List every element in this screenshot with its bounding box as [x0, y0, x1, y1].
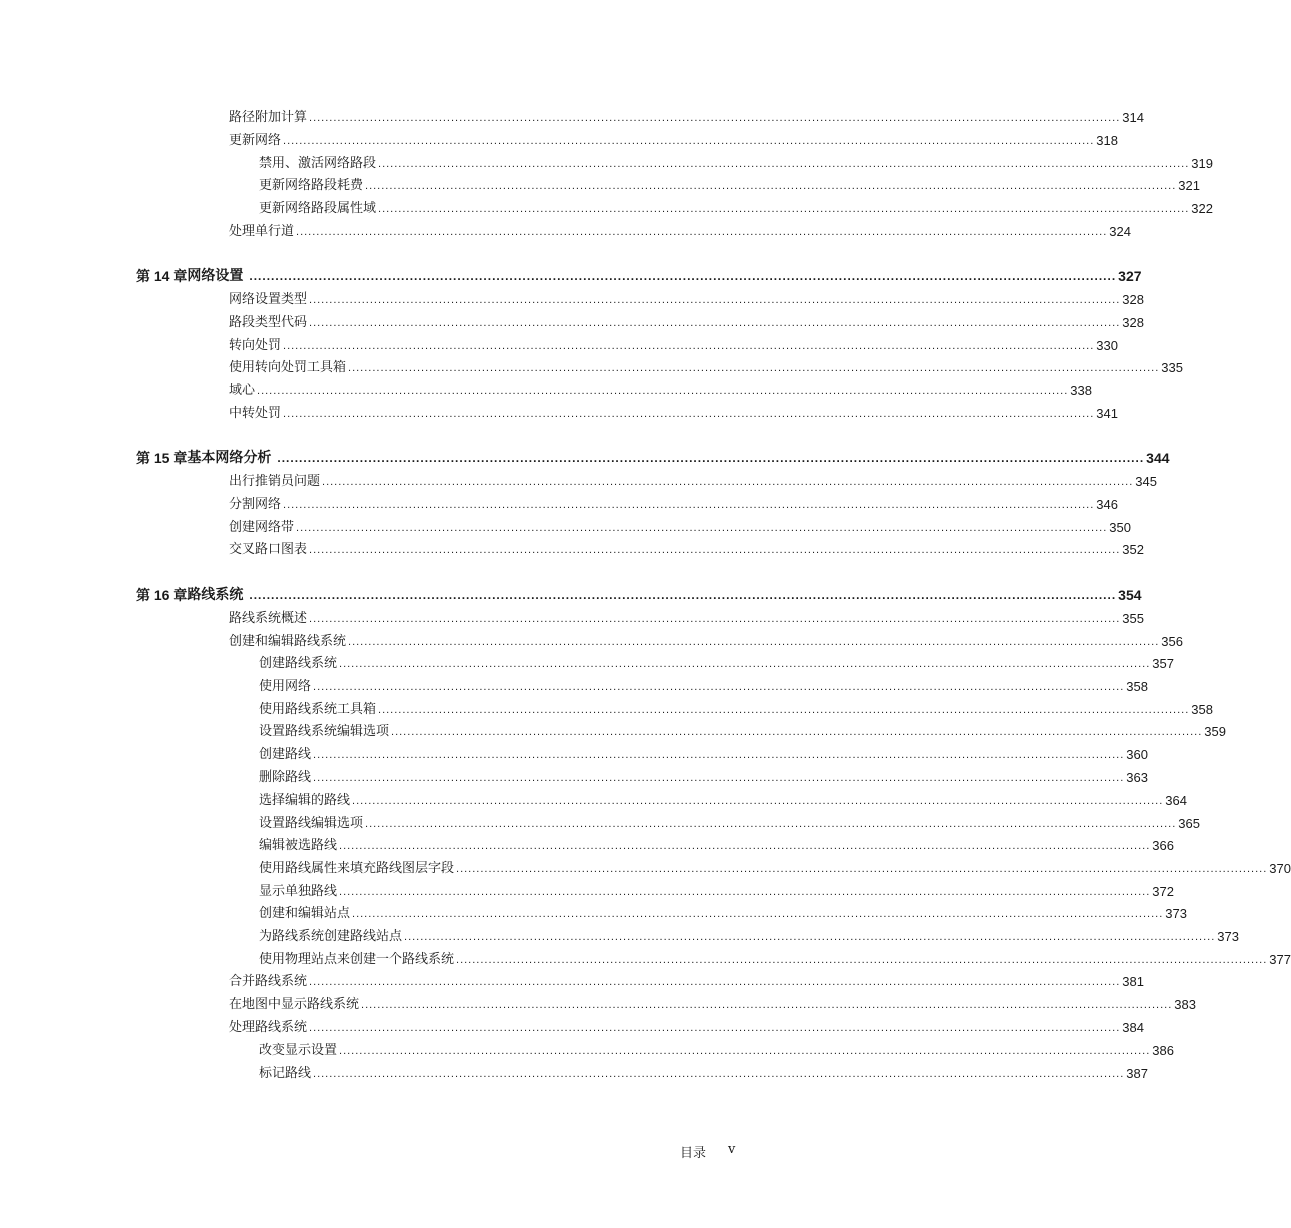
entry-title: 转向处罚 — [229, 338, 282, 353]
entry-title: 为路线系统创建路线站点 — [259, 929, 403, 944]
page-number: 350 — [1109, 520, 1131, 535]
dot-leader: ........................................................................................................................................................................................................ — [309, 544, 1121, 556]
page-number: 386 — [1152, 1043, 1174, 1058]
page-number: 344 — [1146, 450, 1170, 466]
toc-subentry[interactable] — [259, 878, 1174, 900]
page-number: 363 — [1126, 770, 1148, 785]
dot-leader: ........................................................................................................................................................................................................ — [339, 1045, 1151, 1057]
entry-title: 禁用、激活网络路段 — [259, 156, 377, 171]
entry-title: 分割网络 — [229, 497, 282, 512]
chapter-title: 路线系统 — [187, 587, 244, 603]
dot-leader: ........................................................................................................................................................................................................ — [339, 658, 1151, 670]
entry-title: 编辑被选路线 — [259, 838, 338, 853]
page-number: 366 — [1152, 838, 1174, 853]
toc-entry[interactable] — [229, 628, 1183, 650]
toc-entry[interactable] — [229, 400, 1118, 422]
entry-title: 创建和编辑路线系统 — [229, 634, 347, 649]
entry-title: 交叉路口图表 — [229, 542, 308, 557]
entry-title: 路段类型代码 — [229, 315, 308, 330]
entry-title: 处理单行道 — [229, 224, 295, 239]
toc-subentry[interactable] — [259, 1060, 1148, 1082]
dot-leader: ........................................................................................................................................................................................................ — [339, 840, 1151, 852]
toc-entry[interactable] — [229, 354, 1183, 376]
page-number: 377 — [1269, 952, 1291, 967]
page-number: 352 — [1122, 542, 1144, 557]
page-number: 365 — [1178, 816, 1200, 831]
toc-entry[interactable] — [229, 218, 1131, 240]
entry-title: 处理路线系统 — [229, 1020, 308, 1035]
entry-title: 创建路线系统 — [259, 656, 338, 671]
dot-leader: ........................................................................................................................................................................................................ — [313, 1068, 1125, 1080]
page-number: 357 — [1152, 656, 1174, 671]
dot-leader: ........................................................................................................................................................................................................ — [322, 476, 1134, 488]
entry-title: 使用路线属性来填充路线图层字段 — [259, 861, 455, 876]
dot-leader: ........................................................................................................................................................................................................ — [309, 1022, 1121, 1034]
toc-entry[interactable] — [229, 536, 1144, 558]
toc-subentry[interactable] — [259, 900, 1187, 922]
toc-chapter-heading[interactable] — [136, 263, 1142, 285]
page-number: 345 — [1135, 474, 1157, 489]
entry-title: 出行推销员问题 — [229, 474, 321, 489]
chapter-number: 第 16 章 — [136, 587, 188, 603]
toc-entry[interactable] — [229, 968, 1144, 990]
page-number: 354 — [1118, 587, 1142, 603]
page-number: 328 — [1122, 292, 1144, 307]
page-number: 328 — [1122, 315, 1144, 330]
page-number: 356 — [1161, 634, 1183, 649]
toc-subentry[interactable] — [259, 172, 1200, 194]
toc-entry[interactable] — [229, 286, 1144, 308]
entry-title: 设置路线系统编辑选项 — [259, 724, 390, 739]
page-number: 383 — [1174, 997, 1196, 1012]
toc-entry[interactable] — [229, 514, 1131, 536]
page-number: 327 — [1118, 268, 1142, 284]
entry-title: 创建路线 — [259, 747, 312, 762]
entry-title: 网络设置类型 — [229, 292, 308, 307]
page-number: 364 — [1165, 793, 1187, 808]
toc-subentry[interactable] — [259, 764, 1148, 786]
page-number: 314 — [1122, 110, 1144, 125]
entry-title: 创建网络带 — [229, 520, 295, 535]
dot-leader: ........................................................................................................................................................................................................ — [277, 451, 1145, 465]
page-number: 360 — [1126, 747, 1148, 762]
dot-leader: ........................................................................................................................................................................................................ — [283, 408, 1095, 420]
toc-entry[interactable] — [229, 468, 1157, 490]
page-number: 358 — [1126, 679, 1148, 694]
entry-title: 创建和编辑站点 — [259, 906, 351, 921]
toc-entry[interactable] — [229, 991, 1196, 1013]
toc-entry[interactable] — [229, 491, 1118, 513]
dot-leader: ........................................................................................................................................................................................................ — [378, 704, 1190, 716]
entry-title: 使用路线系统工具箱 — [259, 702, 377, 717]
toc-entry[interactable] — [229, 1014, 1144, 1036]
toc-entry[interactable] — [229, 377, 1092, 399]
chapter-number: 第 14 章 — [136, 268, 188, 284]
toc-subentry[interactable] — [259, 1037, 1174, 1059]
entry-title: 路径附加计算 — [229, 110, 308, 125]
dot-leader: ........................................................................................................................................................................................................ — [378, 203, 1190, 215]
chapter-number: 第 15 章 — [136, 450, 188, 466]
entry-title: 删除路线 — [259, 770, 312, 785]
dot-leader: ........................................................................................................................................................................................................ — [391, 726, 1203, 738]
dot-leader: ........................................................................................................................................................................................................ — [309, 294, 1121, 306]
footer-page-number: v — [728, 1142, 736, 1157]
dot-leader: ........................................................................................................................................................................................................ — [283, 135, 1095, 147]
page-number: 319 — [1191, 156, 1213, 171]
dot-leader: ........................................................................................................................................................................................................ — [361, 999, 1173, 1011]
dot-leader: ........................................................................................................................................................................................................ — [309, 976, 1121, 988]
page-number: 373 — [1165, 906, 1187, 921]
dot-leader: ........................................................................................................................................................................................................ — [283, 340, 1095, 352]
toc-subentry[interactable] — [259, 696, 1213, 718]
chapter-title: 基本网络分析 — [187, 450, 272, 466]
dot-leader: ........................................................................................................................................................................................................ — [365, 818, 1177, 830]
toc-entry[interactable] — [229, 605, 1144, 627]
entry-title: 更新网络路段属性域 — [259, 201, 377, 216]
dot-leader: ........................................................................................................................................................................................................ — [348, 636, 1160, 648]
dot-leader: ........................................................................................................................................................................................................ — [309, 613, 1121, 625]
toc-subentry[interactable] — [259, 195, 1213, 217]
dot-leader: ........................................................................................................................................................................................................ — [456, 863, 1268, 875]
toc-entry[interactable] — [229, 104, 1144, 126]
entry-title: 改变显示设置 — [259, 1043, 338, 1058]
dot-leader: ........................................................................................................................................................................................................ — [348, 362, 1160, 374]
entry-title: 使用转向处罚工具箱 — [229, 360, 347, 375]
toc-subentry[interactable] — [259, 923, 1239, 945]
toc-subentry[interactable] — [259, 855, 1291, 877]
page-number: 372 — [1152, 884, 1174, 899]
toc-subentry[interactable] — [259, 673, 1148, 695]
entry-title: 使用网络 — [259, 679, 312, 694]
entry-title: 选择编辑的路线 — [259, 793, 351, 808]
entry-title: 更新网络路段耗费 — [259, 178, 364, 193]
dot-leader: ........................................................................................................................................................................................................ — [352, 795, 1164, 807]
entry-title: 中转处罚 — [229, 406, 282, 421]
dot-leader: ........................................................................................................................................................................................................ — [309, 112, 1121, 124]
toc-chapter-heading[interactable] — [136, 582, 1142, 604]
entry-title: 路线系统概述 — [229, 611, 308, 626]
dot-leader: ........................................................................................................................................................................................................ — [378, 158, 1190, 170]
toc-subentry[interactable] — [259, 787, 1187, 809]
page-number: 341 — [1096, 406, 1118, 421]
page-number: 381 — [1122, 974, 1144, 989]
page-number: 359 — [1204, 724, 1226, 739]
page-number: 338 — [1070, 383, 1092, 398]
page-number: 346 — [1096, 497, 1118, 512]
toc-subentry[interactable] — [259, 718, 1226, 740]
entry-title: 设置路线编辑选项 — [259, 816, 364, 831]
dot-leader: ........................................................................................................................................................................................................ — [283, 499, 1095, 511]
dot-leader: ........................................................................................................................................................................................................ — [249, 588, 1117, 602]
page-number: 373 — [1217, 929, 1239, 944]
dot-leader: ........................................................................................................................................................................................................ — [313, 681, 1125, 693]
toc-subentry[interactable] — [259, 741, 1148, 763]
page-number: 387 — [1126, 1066, 1148, 1081]
chapter-title: 网络设置 — [187, 268, 244, 284]
dot-leader: ........................................................................................................................................................................................................ — [352, 908, 1164, 920]
entry-title: 使用物理站点来创建一个路线系统 — [259, 952, 455, 967]
entry-title: 域心 — [229, 383, 256, 398]
entry-title: 合并路线系统 — [229, 974, 308, 989]
entry-title: 在地图中显示路线系统 — [229, 997, 360, 1012]
toc-subentry[interactable] — [259, 150, 1213, 172]
dot-leader: ........................................................................................................................................................................................................ — [296, 522, 1108, 534]
toc-subentry[interactable] — [259, 650, 1174, 672]
dot-leader: ........................................................................................................................................................................................................ — [404, 931, 1216, 943]
dot-leader: ........................................................................................................................................................................................................ — [313, 772, 1125, 784]
page-number: 330 — [1096, 338, 1118, 353]
page-number: 321 — [1178, 178, 1200, 193]
page-number: 335 — [1161, 360, 1183, 375]
page-number: 322 — [1191, 201, 1213, 216]
page-number: 384 — [1122, 1020, 1144, 1035]
dot-leader: ........................................................................................................................................................................................................ — [296, 226, 1108, 238]
page-footer — [680, 1142, 735, 1161]
dot-leader: ........................................................................................................................................................................................................ — [309, 317, 1121, 329]
dot-leader: ........................................................................................................................................................................................................ — [365, 180, 1177, 192]
page-number: 318 — [1096, 133, 1118, 148]
page-number: 358 — [1191, 702, 1213, 717]
entry-title: 更新网络 — [229, 133, 282, 148]
toc-entry[interactable] — [229, 309, 1144, 331]
dot-leader: ........................................................................................................................................................................................................ — [456, 954, 1268, 966]
footer-label: 目录 — [680, 1146, 707, 1161]
toc-chapter-heading[interactable] — [136, 445, 1170, 467]
dot-leader: ........................................................................................................................................................................................................ — [339, 886, 1151, 898]
page-number: 324 — [1109, 224, 1131, 239]
entry-title: 标记路线 — [259, 1066, 312, 1081]
toc-subentry[interactable] — [259, 832, 1174, 854]
toc-entry[interactable] — [229, 127, 1118, 149]
dot-leader: ........................................................................................................................................................................................................ — [257, 385, 1069, 397]
toc-subentry[interactable] — [259, 810, 1200, 832]
toc-subentry[interactable] — [259, 946, 1291, 968]
entry-title: 显示单独路线 — [259, 884, 338, 899]
page-number: 370 — [1269, 861, 1291, 876]
toc-entry[interactable] — [229, 332, 1118, 354]
page-number: 355 — [1122, 611, 1144, 626]
dot-leader: ........................................................................................................................................................................................................ — [313, 749, 1125, 761]
dot-leader: ........................................................................................................................................................................................................ — [249, 269, 1117, 283]
